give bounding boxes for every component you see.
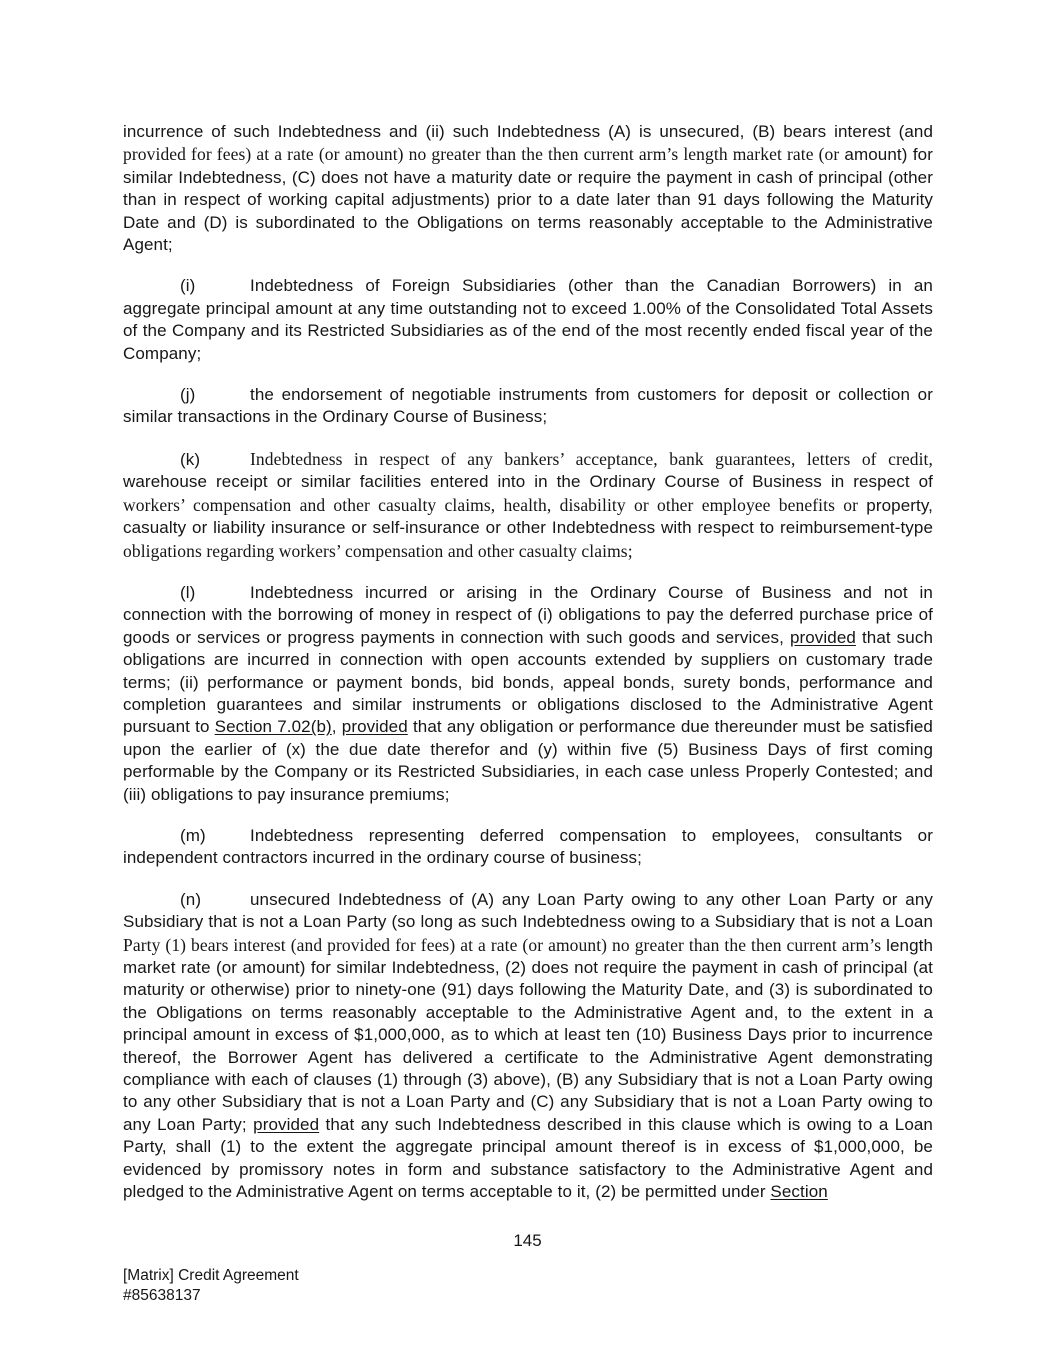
- text-run: Indebtedness in respect of any bankers’ acceptance, bank guarantees, letters of credit,: [250, 448, 933, 469]
- paragraph-n: [123, 889, 933, 1204]
- paragraph-label: (m): [180, 825, 206, 845]
- document-footer: [123, 1266, 299, 1306]
- text-run: Indebtedness representing deferred compensation to employees, consultants or independent contractors incurred in the ordinary course of business;: [123, 825, 933, 868]
- page-number: 145: [513, 1231, 542, 1250]
- footer-doc-title: [Matrix] Credit Agreement: [123, 1267, 299, 1284]
- paragraph-label: (n): [180, 889, 202, 909]
- text-run: provided for fees) at a rate (or amount) no greater than the then current arm’s length market rate (or: [123, 144, 845, 165]
- paragraph-label: (l): [180, 582, 196, 602]
- text-run: unsecured Indebtedness of (A) any Loan Party owing to any other Loan Party or any Subsidiary that is not a Loan Party (so long as such Indebtedness owing to a Subsidiary that is not a Loan: [123, 889, 933, 932]
- paragraph-label: (k): [180, 449, 201, 469]
- text-run: that any such Indebtedness described in this clause which is owing to a Loan Party, shall (1) to the extent the aggregate principal amount thereof is in excess of $1,000,000, be evidenced by promissory notes in form and substance satisfactory to the Administrative Agent and pledged to the Administrative Agent on terms acceptable to it, (2) be permitted under: [123, 1114, 933, 1202]
- paragraph-l: [123, 582, 933, 806]
- text-run: length market rate (or amount) for similar Indebtedness, (2) does not require the payment in cash of principal (at maturity or otherwise) prior to ninety-one (91) days following the Maturity Date, and (3) is subordinated to the Obligations on terms reasonably acceptable to the Administrative Agent and, to the extent in a principal amount in excess of $1,000,000, as to which at least ten (10) Business Days prior to incurrence thereof, the Borrower Agent has delivered a certificate to the Administrative Agent demonstrating compliance with each of clauses (1) through (3) above), (B) any Subsidiary that is not a Loan Party owing to any other Subsidiary that is not a Loan Party and (C) any Subsidiary that is not a Loan Party owing to any Loan Party;: [123, 935, 933, 1134]
- text-run: Party (1) bears interest (and provided for fees) at a rate (or amount) no greater than the then current arm’s: [123, 934, 887, 955]
- text-run: ,: [331, 717, 342, 737]
- text-run: Indebtedness incurred or arising in the Ordinary Course of Business and not in connection with the borrowing of money in respect of (i) obligations to pay the deferred purchase price of goods or services or progress payments in connection with such goods and services,: [123, 582, 933, 647]
- text-run: Indebtedness of Foreign Subsidiaries (other than the Canadian Borrowers) in an aggregate principal amount at any time outstanding not to exceed 1.00% of the Consolidated Total Assets of the Company and its Restricted Subsidiaries as of the end of the most recently ended fiscal year of the Company;: [123, 276, 933, 363]
- text-run: Section 7.02(b): [214, 717, 332, 737]
- paragraph-m: [123, 825, 933, 870]
- text-run: provided: [341, 717, 408, 737]
- paragraph-label: (j): [180, 385, 196, 405]
- paragraph-continuation: [123, 121, 933, 256]
- document-body: [123, 121, 933, 1222]
- text-run: the endorsement of negotiable instruments from customers for deposit or collection or similar transactions in the Ordinary Course of Business;: [123, 385, 933, 427]
- paragraph-i: [123, 275, 933, 365]
- text-run: workers’ compensation and other casualty claims, health, disability or other employee benefits or: [123, 494, 867, 515]
- paragraph-k: [123, 448, 933, 563]
- text-run: amount) for similar Indebtedness, (C) does not have a maturity date or require the payment in cash of principal (other than in respect of working capital adjustments) prior to a date later than 91 days following the Maturity Date and (D) is subordinated to the Obligations on terms reasonably acceptable to the Administrative Agent;: [123, 145, 933, 255]
- text-run: provided: [253, 1114, 320, 1134]
- text-run: incurrence of such Indebtedness and (ii) such Indebtedness (A) is unsecured, (B) bears interest (and: [123, 122, 933, 141]
- footer-doc-id: #85638137: [123, 1287, 201, 1304]
- text-run: provided: [789, 627, 856, 647]
- paragraph-label: (i): [180, 276, 196, 296]
- text-run: that any obligation or performance due thereunder must be satisfied upon the earlier of (x) the due date therefor and (y) within five (5) Business Days of first coming performable by the Company or its Restricted Subsidiaries, in each case unless Properly Contested; and (iii) obligations to pay insurance premiums;: [123, 717, 933, 804]
- text-run: obligations regarding workers’ compensation and other casualty claims;: [123, 540, 633, 561]
- text-run: property, casualty or liability insurance or self-insurance or other Indebtedness with respect to reimbursement-type: [123, 495, 933, 538]
- text-run: Section: [770, 1182, 828, 1202]
- text-run: that such obligations are incurred in connection with open accounts extended by suppliers on customary trade terms; (ii) performance or payment bonds, bid bonds, appeal bonds, surety bonds, performance and completion guarantees and similar instruments or obligations disclosed to the Administrative Agent pursuant to: [123, 627, 933, 737]
- paragraph-j: [123, 384, 933, 429]
- text-run: warehouse receipt or similar facilities entered into in the Ordinary Course of Business in respect of: [123, 472, 933, 492]
